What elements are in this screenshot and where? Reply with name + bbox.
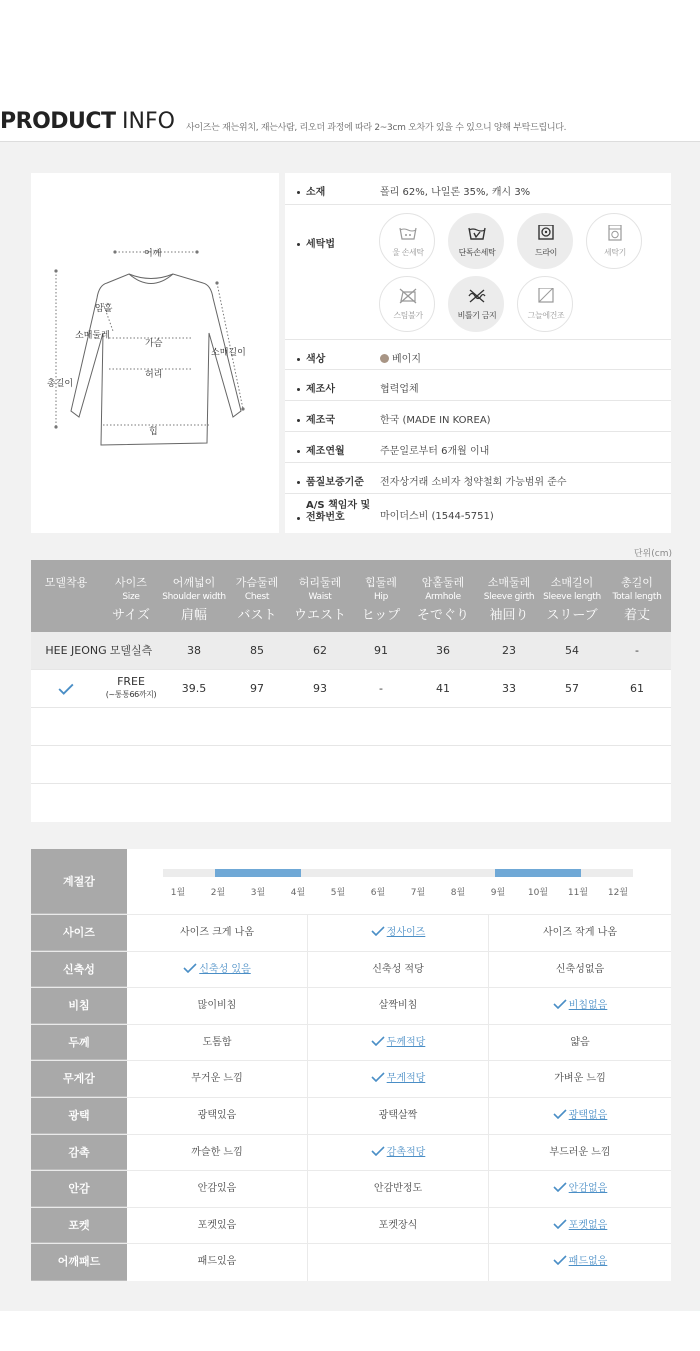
feel-label: 감촉 — [31, 1135, 127, 1171]
feel-option-label: 얇음 — [570, 1036, 590, 1048]
feel-option-label: 광택없음 — [568, 1110, 608, 1121]
size-note: 사이즈는 재는위치, 재는사람, 리오더 과정에 따라 2~3cm 오차가 있을 수 있으니 양해 부탁드립니다. — [186, 123, 567, 133]
month-label: 10월 — [527, 888, 549, 898]
title-product: PRODUCT — [0, 109, 116, 134]
header-en: Size — [122, 592, 140, 602]
header-en: Waist — [308, 592, 332, 602]
check-icon — [553, 1109, 567, 1119]
header-jp: 肩幅 — [180, 608, 207, 623]
size-cell: 85 — [250, 644, 264, 657]
wash-label: 울 손세탁 — [392, 248, 424, 257]
check-icon — [553, 1219, 567, 1229]
season-row — [31, 849, 671, 915]
no-steam-icon — [399, 288, 417, 304]
size-free-note: (~통통66까지) — [105, 690, 157, 699]
feel-option-label: 패드있음 — [197, 1256, 237, 1268]
size-table-header — [31, 560, 671, 632]
feel-label: 안감 — [31, 1171, 127, 1207]
color-swatch — [380, 354, 389, 363]
feel-option-label: 정사이즈 — [386, 927, 426, 938]
label-sleeve-length: 소매길이 — [211, 348, 246, 358]
origin-label: 제조국 — [306, 415, 335, 426]
size-header-cell — [101, 560, 161, 632]
feel-label: 신축성 — [31, 952, 127, 988]
feel-option-selected[interactable] — [308, 1135, 489, 1171]
header-ko: 힙둘레 — [365, 576, 397, 589]
feel-option-label: 안감있음 — [197, 1183, 237, 1195]
feel-row — [31, 1025, 671, 1062]
spec-row-as — [285, 494, 671, 533]
feel-option-label: 포켓없음 — [568, 1219, 608, 1231]
feel-option-label: 무거운 느낌 — [191, 1073, 243, 1085]
header-jp: ウエスト — [293, 608, 346, 623]
page-header — [0, 107, 700, 141]
size-header-cell — [227, 560, 287, 632]
feel-option-selected[interactable] — [127, 952, 308, 988]
label-chest: 가슴 — [145, 339, 163, 349]
feel-row — [31, 1244, 671, 1281]
month-label: 3월 — [250, 888, 266, 898]
feel-label: 무게감 — [31, 1061, 127, 1097]
quality-label: 품질보증기준 — [306, 477, 364, 488]
wash-dry-clean — [517, 213, 573, 269]
feel-option[interactable] — [308, 952, 489, 988]
feel-option[interactable] — [127, 1208, 308, 1244]
spec-table — [285, 173, 671, 533]
check-icon — [553, 1182, 567, 1192]
month-label: 9월 — [490, 888, 506, 898]
feel-option-label: 신축성없음 — [555, 963, 605, 975]
feel-row — [31, 1061, 671, 1098]
month-label: 8월 — [450, 888, 466, 898]
wash-washing-machine — [586, 213, 642, 269]
header-ko: 암홀둘레 — [421, 576, 465, 589]
spec-row-quality — [285, 463, 671, 494]
month-label: 6월 — [370, 888, 386, 898]
feel-label: 두께 — [31, 1025, 127, 1061]
header-en: Total length — [612, 592, 662, 602]
size-cell: 61 — [630, 682, 644, 695]
month-label: 4월 — [290, 888, 306, 898]
check-icon — [371, 1072, 385, 1082]
size-cell: 41 — [436, 682, 450, 695]
wash-separate-hand-wash — [448, 213, 504, 269]
feel-option-label: 까슬한 느낌 — [191, 1146, 243, 1158]
size-header-cell — [31, 560, 101, 632]
content-area — [0, 141, 700, 1311]
feel-option-label: 사이즈 크게 나옴 — [180, 927, 254, 938]
feel-option-selected[interactable] — [489, 988, 671, 1024]
feel-option-selected[interactable] — [308, 1061, 489, 1097]
header-ko: 가슴둘레 — [235, 576, 279, 589]
feel-option-label: 살짝비침 — [378, 1000, 418, 1012]
wash-label: 그늘에건조 — [527, 311, 565, 320]
feel-option[interactable] — [308, 988, 489, 1024]
feel-option-label: 패드없음 — [568, 1256, 608, 1268]
check-icon — [371, 1146, 385, 1156]
size-cell: 23 — [502, 644, 516, 657]
spec-row-date — [285, 432, 671, 463]
feel-option-selected[interactable] — [308, 915, 489, 951]
feel-option[interactable] — [489, 1025, 671, 1061]
feel-row — [31, 952, 671, 989]
feel-row — [31, 1098, 671, 1135]
feel-option[interactable] — [127, 1135, 308, 1171]
date-label: 제조연월 — [306, 446, 345, 457]
size-row-empty — [31, 746, 671, 784]
feel-option[interactable] — [127, 1025, 308, 1061]
feel-option-selected[interactable] — [489, 1098, 671, 1134]
feel-option-label: 광택있음 — [197, 1110, 237, 1121]
hand-wash-icon — [399, 225, 417, 241]
feel-label: 비침 — [31, 988, 127, 1024]
check-icon — [371, 1036, 385, 1046]
header-ko: 모델착용 — [44, 576, 88, 589]
feel-option-selected[interactable] — [308, 1025, 489, 1061]
size-header-cell — [161, 560, 227, 632]
season-fill — [495, 869, 581, 877]
fabric-feel-table — [31, 849, 671, 1281]
label-armhole: 암홀 — [95, 304, 113, 314]
feel-option-label: 안감없음 — [568, 1183, 608, 1195]
unit-label: 단위(cm) — [633, 549, 672, 559]
origin-value: 한국 (MADE IN KOREA) — [380, 415, 491, 426]
header-ko: 사이즈 — [115, 576, 147, 589]
as-label-2: 전화번호 — [306, 512, 345, 523]
feel-label: 광택 — [31, 1098, 127, 1134]
as-value: 마이더스비 (1544-5751) — [380, 511, 494, 522]
check-icon — [553, 999, 567, 1009]
header-jp: 着丈 — [623, 608, 650, 623]
size-header-cell — [409, 560, 477, 632]
size-row-model — [31, 632, 671, 670]
material-value: 폴리 62%, 나일론 35%, 캐시 3% — [380, 187, 531, 198]
size-cell: 62 — [313, 644, 327, 657]
feel-option-selected[interactable] — [489, 1171, 671, 1207]
feel-option[interactable] — [127, 915, 308, 951]
feel-option[interactable] — [489, 952, 671, 988]
wash-hand-wash — [379, 213, 435, 269]
feel-row — [31, 915, 671, 952]
quality-value: 전자상거래 소비자 청약철회 가능범위 준수 — [380, 477, 567, 488]
header-jp: バスト — [237, 608, 277, 623]
spec-row-maker — [285, 370, 671, 401]
label-waist: 허리 — [145, 370, 163, 380]
size-row-empty — [31, 708, 671, 746]
size-cell: 36 — [436, 644, 450, 657]
feel-option[interactable] — [489, 915, 671, 951]
feel-option-label: 포켓장식 — [378, 1219, 418, 1231]
feel-option-selected[interactable] — [489, 1244, 671, 1281]
feel-option-label: 광택살짝 — [378, 1110, 418, 1121]
feel-row — [31, 988, 671, 1025]
feel-option-label: 비침없음 — [568, 1000, 608, 1012]
feel-option-label: 사이즈 작게 나옴 — [543, 927, 617, 938]
check-icon — [58, 683, 74, 695]
month-label: 1월 — [170, 888, 186, 898]
washing-label: 세탁법 — [306, 239, 335, 250]
shade-dry-icon — [537, 288, 555, 304]
spec-row-washing — [285, 205, 671, 340]
header-en: Chest — [244, 592, 270, 602]
feel-option[interactable] — [489, 1135, 671, 1171]
size-cell: 57 — [565, 682, 579, 695]
size-cell: - — [635, 644, 639, 657]
size-free-cell — [101, 670, 161, 708]
spec-row-material — [285, 173, 671, 205]
color-value: 베이지 — [392, 354, 421, 365]
header-ko: 소매둘레 — [487, 576, 531, 589]
size-row-free — [31, 670, 671, 708]
check-icon — [371, 926, 385, 936]
feel-option[interactable] — [308, 1171, 489, 1207]
spec-row-color — [285, 340, 671, 370]
header-en: Armhole — [425, 592, 461, 602]
feel-option[interactable] — [489, 1061, 671, 1097]
month-label: 12월 — [607, 888, 629, 898]
feel-option-label: 안감반정도 — [373, 1183, 423, 1195]
garment-diagram — [31, 173, 279, 533]
feel-row — [31, 1135, 671, 1172]
wash-shade-dry — [517, 276, 573, 332]
feel-option-label: 많이비침 — [197, 1000, 237, 1012]
season-bar — [163, 869, 633, 877]
wash-no-steam — [379, 276, 435, 332]
wash-no-wring — [448, 276, 504, 332]
feel-option[interactable] — [127, 1098, 308, 1134]
header-jp: サイズ — [112, 608, 150, 623]
month-label: 7월 — [410, 888, 426, 898]
header-jp: スリーブ — [546, 608, 598, 623]
feel-option[interactable] — [127, 1061, 308, 1097]
feel-option-label: 포켓있음 — [197, 1219, 237, 1231]
size-row-empty — [31, 784, 671, 822]
feel-label: 포켓 — [31, 1208, 127, 1244]
size-cell: 93 — [313, 682, 327, 695]
feel-option-label: 도톰함 — [202, 1036, 232, 1048]
size-cell: 38 — [187, 644, 201, 657]
season-label: 계절감 — [31, 849, 127, 914]
size-cell: 97 — [250, 682, 264, 695]
feel-label: 어깨패드 — [31, 1244, 127, 1281]
month-label: 2월 — [210, 888, 226, 898]
header-en: Shoulder width — [162, 592, 226, 602]
title-info: INFO — [122, 109, 175, 134]
label-shoulder: 어깨 — [144, 249, 162, 259]
header-ko: 총길이 — [621, 576, 653, 589]
feel-option-label: 부드러운 느낌 — [549, 1146, 611, 1158]
wash-label: 단독손세탁 — [458, 248, 496, 257]
feel-row — [31, 1208, 671, 1245]
header-en: Sleeve length — [543, 592, 601, 602]
as-label-1: A/S 책임자 및 — [306, 500, 371, 511]
feel-row — [31, 1171, 671, 1208]
maker-value: 협력업체 — [380, 384, 419, 395]
feel-option-selected[interactable] — [489, 1208, 671, 1244]
size-cell: 33 — [502, 682, 516, 695]
dry-clean-icon — [537, 225, 555, 241]
feel-option-label: 무게적당 — [386, 1073, 426, 1085]
label-sleeve-girth: 소매둘레 — [75, 331, 110, 341]
feel-option-label: 감촉적당 — [386, 1146, 426, 1158]
no-wring-icon — [468, 288, 486, 304]
feel-option-label: 가벼운 느낌 — [554, 1073, 606, 1085]
feel-option[interactable] — [308, 1208, 489, 1244]
spec-row-origin — [285, 401, 671, 432]
material-label: 소재 — [306, 187, 326, 198]
size-header-cell — [353, 560, 409, 632]
header-ko: 허리둘레 — [298, 576, 342, 589]
size-cell: 91 — [374, 644, 388, 657]
size-cell: 모델실측 — [109, 644, 153, 657]
check-icon — [183, 963, 197, 973]
size-header-cell — [541, 560, 603, 632]
wash-label: 드라이 — [535, 248, 557, 257]
header-ko: 소매길이 — [550, 576, 594, 589]
label-total-length: 총길이 — [47, 379, 74, 389]
size-cell: 39.5 — [181, 682, 207, 695]
header-jp: そでぐり — [416, 608, 469, 623]
header-ko: 어깨넓이 — [172, 576, 216, 589]
size-header-cell — [477, 560, 541, 632]
header-en: Sleeve girth — [483, 592, 535, 602]
wash-label: 세탁기 — [604, 248, 626, 257]
month-label: 5월 — [330, 888, 346, 898]
feel-option-label: 신축성 적당 — [372, 963, 424, 975]
wash-label: 스팀불가 — [393, 311, 423, 320]
month-label: 11월 — [567, 888, 589, 898]
size-header-cell — [603, 560, 671, 632]
color-label: 색상 — [306, 354, 326, 365]
size-selected-check[interactable] — [31, 670, 101, 708]
feel-option-label: 신축성 있음 — [199, 963, 251, 975]
feel-option[interactable] — [308, 1244, 489, 1281]
label-hip: 힙 — [149, 427, 158, 437]
date-value: 주문일로부터 6개월 이내 — [380, 446, 490, 457]
size-header-cell — [287, 560, 353, 632]
feel-option[interactable] — [127, 1244, 308, 1281]
wash-label: 비틀기 금지 — [457, 311, 497, 320]
size-cell: 54 — [565, 644, 579, 657]
header-jp: ヒップ — [361, 608, 401, 623]
header-jp: 袖回り — [489, 608, 529, 623]
feel-label: 사이즈 — [31, 915, 127, 951]
product-info-box — [31, 173, 671, 533]
size-cell: HEE JEONG — [45, 644, 107, 657]
header-en: Hip — [373, 592, 389, 602]
check-icon — [553, 1255, 567, 1265]
size-cell: - — [379, 682, 383, 695]
maker-label: 제조사 — [306, 384, 335, 395]
separate-hand-wash-icon — [468, 225, 486, 241]
feel-option[interactable] — [127, 988, 308, 1024]
feel-option-label: 두께적당 — [386, 1036, 426, 1048]
feel-option[interactable] — [308, 1098, 489, 1134]
size-free: FREE — [117, 675, 145, 688]
season-fill — [215, 869, 301, 877]
washing-machine-icon — [606, 225, 624, 241]
feel-option[interactable] — [127, 1171, 308, 1207]
